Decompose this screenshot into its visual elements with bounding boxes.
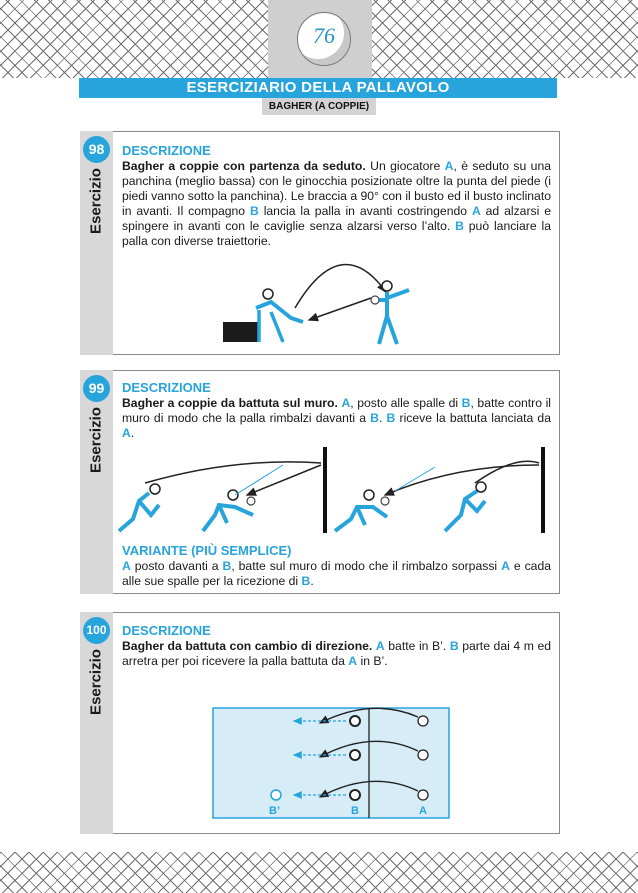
- exercise-description: [122, 380, 551, 441]
- exercise-side-panel: [80, 612, 113, 834]
- description-body: Bagher a coppie da battuta sul muro. A, posto alle spalle di B, batte contro il muro di modo che la palla rimbalzi davanti a B. B riceve la battuta lanciata da A.: [122, 396, 551, 440]
- serve-trajectory: [145, 462, 321, 483]
- description-heading: DESCRIZIONE: [122, 623, 211, 638]
- page-number: 76: [313, 23, 335, 48]
- player-b-head: [382, 281, 392, 291]
- exercise-98-card: [80, 131, 560, 355]
- player-a-head: [263, 289, 273, 299]
- bench: [223, 322, 259, 342]
- description-body: Bagher da battuta con cambio di direzione. A batte in B’. B parte dai 4 m ed arretra per poi ricevere la palla battuta da A in B’.: [122, 639, 552, 668]
- exercise-100-card: [80, 612, 560, 834]
- player-a-head: [476, 482, 486, 492]
- exercise-side-panel: [80, 370, 113, 594]
- exercise-side-label: Esercizio: [87, 168, 105, 234]
- exercise-description: [122, 623, 551, 669]
- player-a-head: [150, 484, 160, 494]
- exercise-description: [122, 143, 551, 249]
- player-b-marker: [350, 716, 360, 726]
- exercise-number-badge: 100: [83, 617, 110, 644]
- player-b-head: [364, 490, 374, 500]
- player-a-marker: [418, 716, 428, 726]
- player-a-marker: [418, 790, 428, 800]
- player-a-figure: [119, 493, 159, 531]
- exercise-number-badge: 98: [83, 136, 110, 163]
- chapter-subtitle: BAGHER (A COPPIE): [262, 98, 376, 115]
- player-b-marker: [350, 750, 360, 760]
- label-a: A: [419, 805, 427, 817]
- ball-icon: [247, 497, 255, 505]
- net-pattern-bottom: [0, 852, 638, 893]
- player-a-figure: [445, 491, 485, 531]
- exercise-99-card: [80, 370, 560, 594]
- variant-body: A posto davanti a B, batte sul muro di modo che il rimbalzo sorpassi A e cada alle sue spalle per la ricezione di B.: [122, 559, 552, 588]
- description-heading: DESCRIZIONE: [122, 143, 211, 158]
- target-b-prime-marker: [271, 790, 281, 800]
- exercise-side-panel: [80, 131, 113, 355]
- exercise-number-badge: 99: [83, 375, 110, 402]
- exercise-98-illustration: [211, 250, 431, 350]
- description-heading: DESCRIZIONE: [122, 380, 211, 395]
- exercise-99-illustration: [115, 445, 555, 535]
- court: [213, 708, 449, 818]
- player-b-figure: [375, 290, 409, 344]
- description-body: Bagher a coppie con partenza da seduto. Un giocatore A, è seduto su una panchina (meglio bassa) con le ginocchia posizionate oltre la punta del piede (i piedi vanno sotto la panchina). Le braccia a 90° con il busto ed il busto inclinato in avanti. Il compagno B lancia la palla in avanti costringendo A ad alzarsi e spingere in avanti con le caviglie senza alzarsi verso l’alto. B può lanciare la palla con diverse traiettorie.: [122, 159, 552, 248]
- exercise-side-label: Esercizio: [87, 649, 105, 715]
- ball-icon: [381, 497, 389, 505]
- player-a-marker: [418, 750, 428, 760]
- rebound-arrow: [385, 465, 539, 495]
- player-b-marker: [350, 790, 360, 800]
- volleyball-icon: [297, 12, 351, 66]
- book-title: ESERCIZIARIO DELLA PALLAVOLO: [79, 78, 557, 98]
- court-diagram: [212, 707, 452, 819]
- player-b-figure: [203, 505, 253, 531]
- variant-heading: VARIANTE (PIÙ SEMPLICE): [122, 543, 292, 558]
- throw-arrow: [309, 298, 371, 320]
- ball-icon: [371, 296, 379, 304]
- player-b-head: [228, 490, 238, 500]
- label-b-prime: B’: [269, 805, 280, 817]
- exercise-side-label: Esercizio: [87, 407, 105, 473]
- label-b: B: [351, 805, 359, 817]
- exercise-variant: [122, 543, 551, 589]
- player-b-figure: [335, 507, 387, 531]
